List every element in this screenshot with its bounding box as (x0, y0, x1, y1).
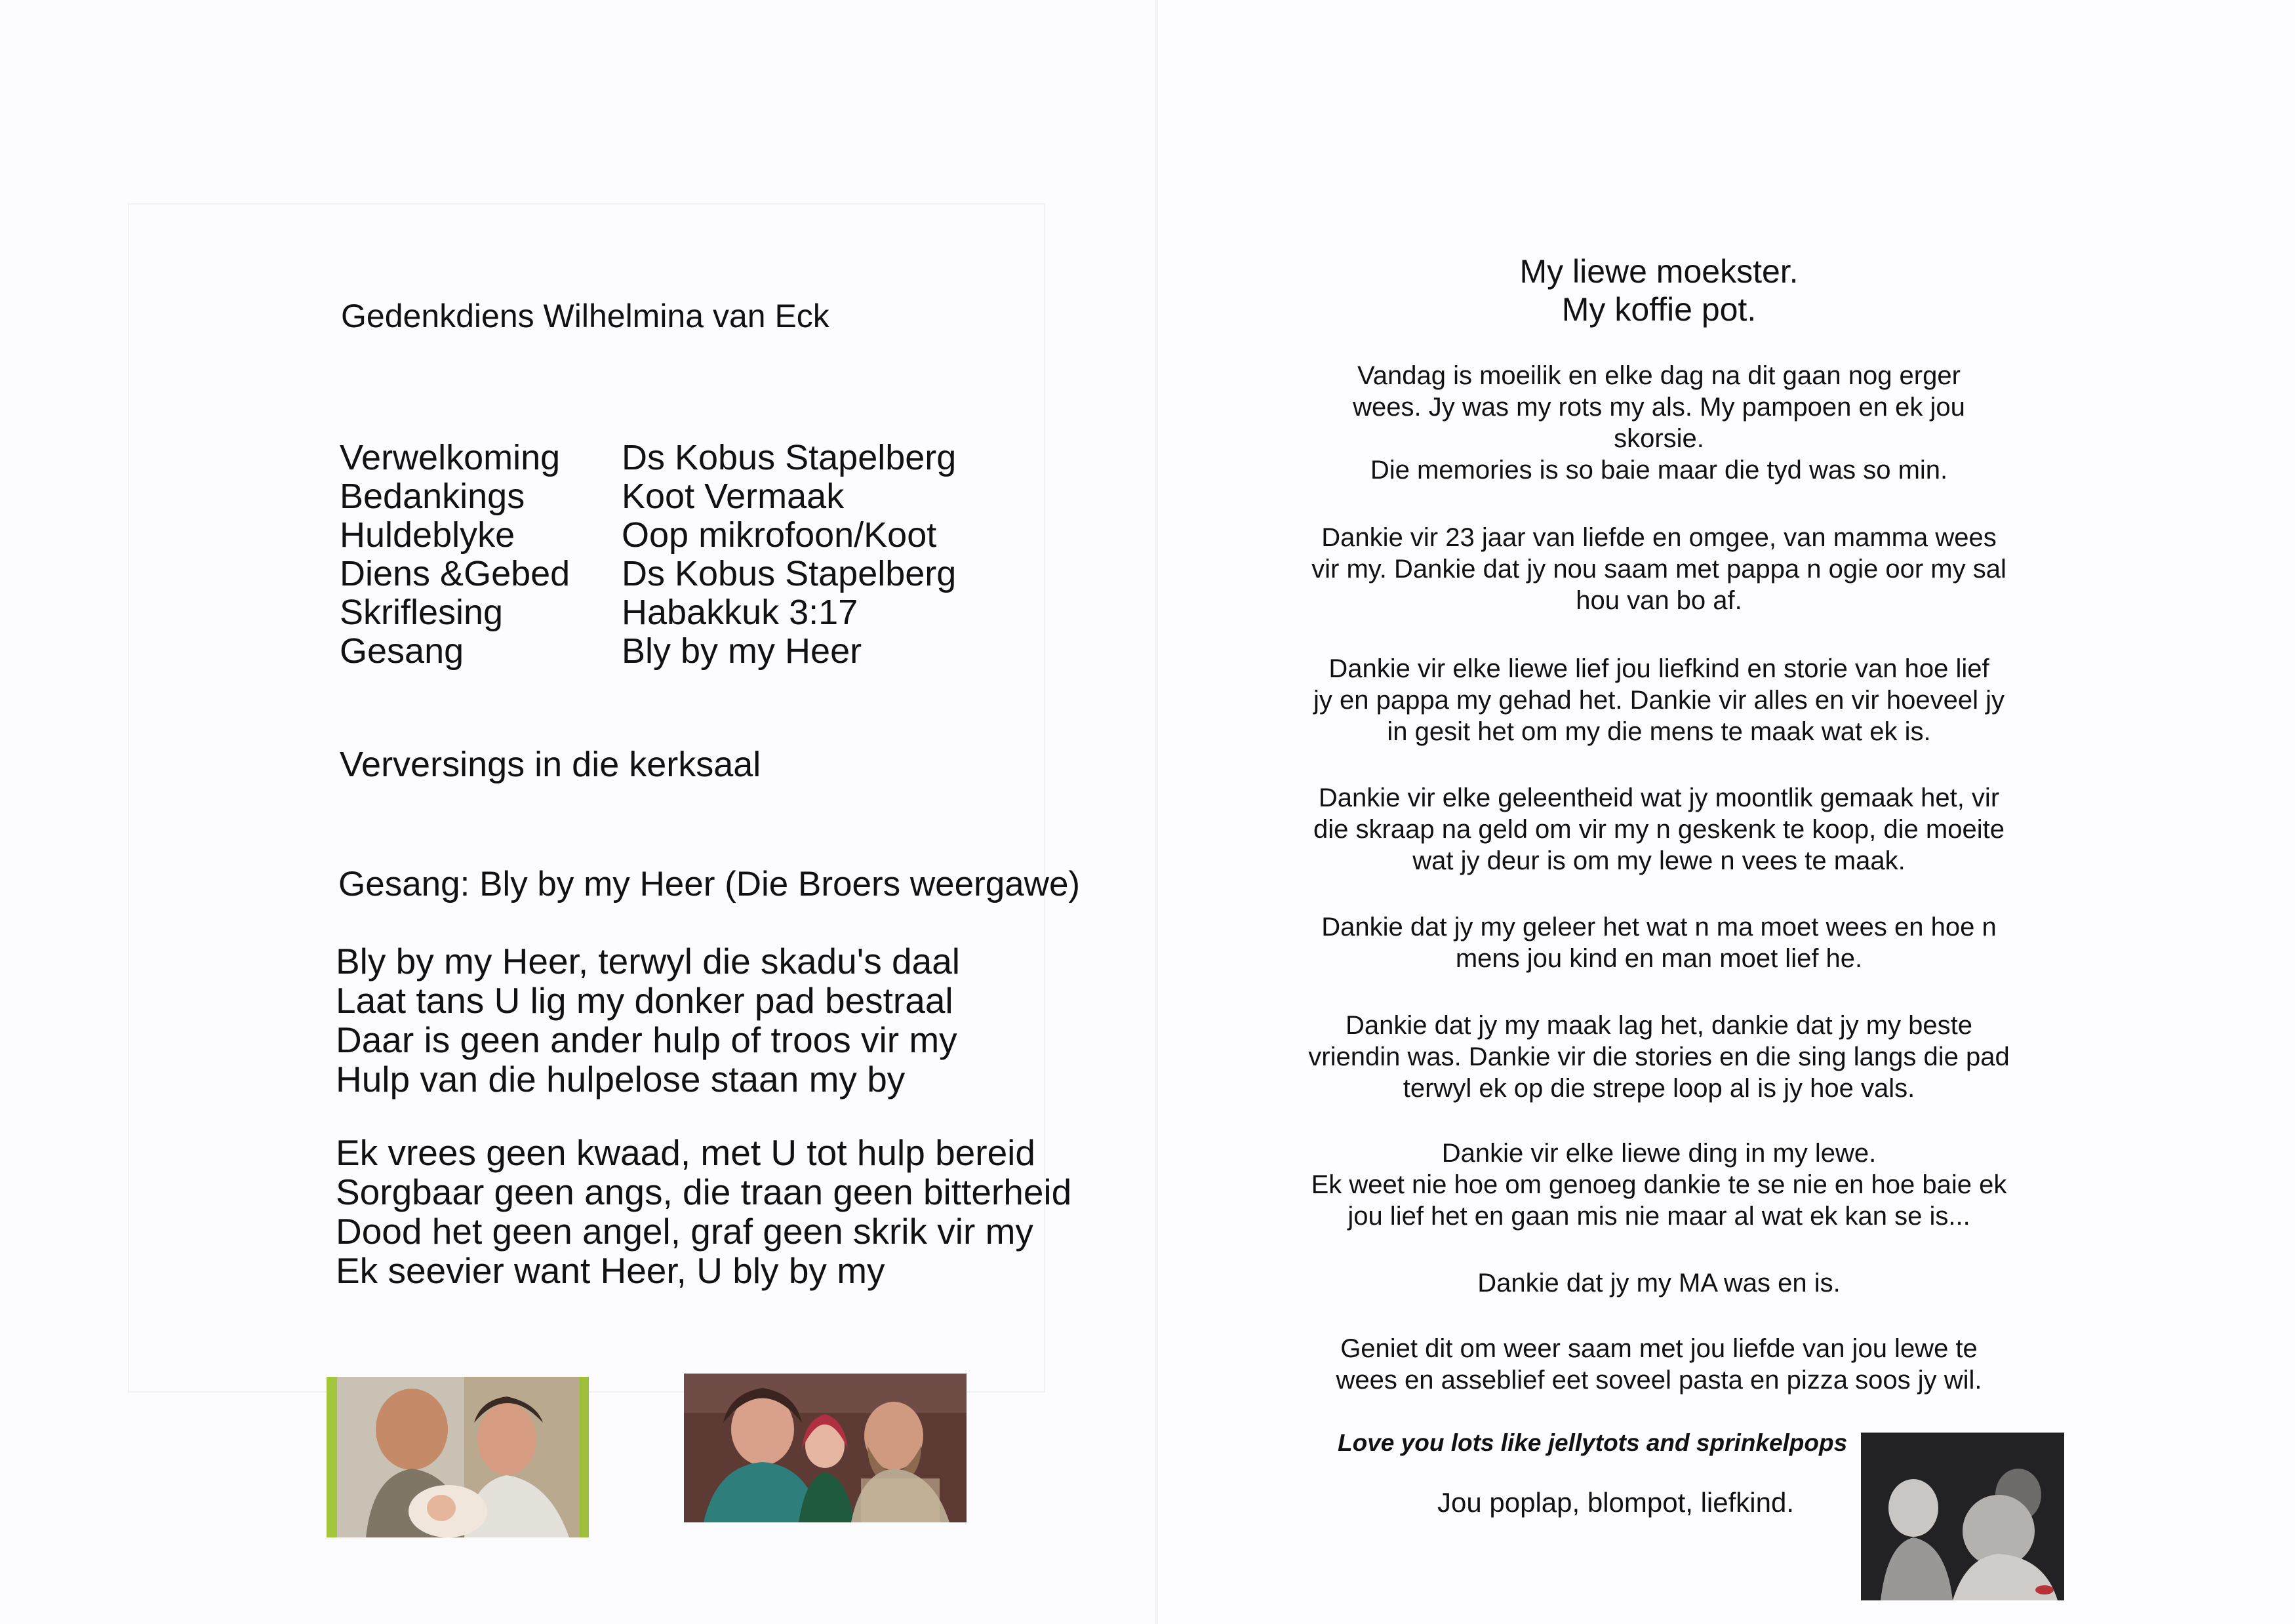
program-person: Ds Kobus Stapelberg (622, 437, 957, 477)
program-row (340, 515, 956, 554)
letter-line: Dankie vir elke liewe ding in my lewe. (1441, 1139, 1877, 1168)
letter-line: Geniet dit om weer saam met jou liefde van jou lewe te (1340, 1334, 1978, 1363)
signoff-name: Jou poplap, blompot, liefkind. (1437, 1487, 1795, 1518)
program-row (340, 593, 956, 631)
program-item: Skriflesing (340, 592, 504, 632)
letter-paragraph (1233, 522, 2085, 616)
letter-line: mens jou kind en man moet lief he. (1455, 944, 1863, 973)
letter-line: skorsie. (1614, 424, 1704, 453)
letter-line: Die memories is so baie maar die tyd was so min. (1370, 456, 1948, 485)
letter-line: Dankie vir elke geleentheid wat jy moontlik gemaak het, vir (1318, 783, 2000, 812)
refreshments-note: Verversings in die kerksaal (340, 745, 761, 784)
letter-line: vriendin was. Dankie vir die stories en die sing langs die pad (1308, 1042, 2010, 1071)
letter-line: Dankie vir elke liewe lief jou liefkind en storie van hoe lief (1328, 654, 1989, 683)
program-person: Koot Vermaak (622, 476, 845, 516)
heading-line: My koffie pot. (1561, 291, 1757, 328)
letter-heading (1233, 252, 2085, 328)
letter-paragraph (1233, 1138, 2085, 1232)
letter-paragraph (1233, 360, 2085, 486)
program-row (340, 477, 956, 515)
program-item: Gesang (340, 631, 464, 671)
letter-line: Vandag is moeilik en elke dag na dit gaan nog erger (1357, 361, 1961, 390)
letter-line: wees. Jy was my rots my als. My pampoen en ek jou (1353, 393, 1965, 422)
letter-line: terwyl ek op die strepe loop al is jy hoe vals. (1403, 1074, 1915, 1103)
verse-line: Ek seevier want Heer, U bly by my (336, 1250, 885, 1291)
letter-line: die skraap na geld om vir my n geskenk te koop, die moeite (1313, 815, 2005, 844)
letter-line: hou van bo af. (1576, 586, 1742, 615)
hymn-title: Gesang: Bly by my Heer (Die Broers weergawe) (338, 865, 1081, 903)
letter-line: wat jy deur is om my lewe n vees te maak. (1412, 846, 1906, 875)
letter-line: Dankie dat jy my geleer het wat n ma moet wees en hoe n (1321, 913, 1997, 941)
letter-line: Ek weet nie hoe om genoeg dankie te se nie en hoe baie ek (1311, 1170, 2007, 1199)
heading-line: My liewe moekster. (1519, 253, 1799, 290)
letter-line: Dankie dat jy my maak lag het, dankie dat jy my beste (1345, 1011, 1972, 1040)
verse-line: Bly by my Heer, terwyl die skadu's daal (336, 941, 960, 981)
letter-paragraph (1233, 782, 2085, 877)
letter-line: vir my. Dankie dat jy nou saam met pappa n ogie oor my sal (1311, 555, 2006, 584)
program-row (340, 554, 956, 593)
verse-line: Ek vrees geen kwaad, met U tot hulp bereid (336, 1132, 1035, 1173)
letter-paragraph (1233, 1010, 2085, 1104)
family-photo-child (684, 1374, 967, 1522)
program-row (340, 438, 956, 477)
letter-line: jou lief het en gaan mis nie maar al wat ek kan se is... (1347, 1202, 1970, 1231)
program-person: Habakkuk 3:17 (622, 592, 858, 632)
letter-paragraph (1233, 1267, 2085, 1299)
program-person: Oop mikrofoon/Koot (622, 515, 937, 555)
program-person: Bly by my Heer (622, 631, 862, 671)
program-row (340, 631, 956, 670)
verse-line: Sorgbaar geen angs, die traan geen bitterheid (336, 1172, 1072, 1212)
letter-line: Dankie dat jy my MA was en is. (1477, 1269, 1841, 1297)
verse-line: Dood het geen angel, graf geen skrik vir my (336, 1211, 1033, 1252)
letter-line: jy en pappa my gehad het. Dankie vir alles en vir hoeveel jy (1313, 686, 2005, 715)
letter-line: Dankie vir 23 jaar van liefde en omgee, van mamma wees (1321, 523, 1997, 552)
letter-paragraph (1233, 653, 2085, 747)
program-item: Diens &Gebed (340, 553, 570, 593)
program-item: Huldeblyke (340, 515, 515, 555)
letter-line: in gesit het om my die mens te maak wat ek is. (1387, 717, 1931, 746)
letter-line: wees en asseblief eet soveel pasta en pizza soos jy wil. (1336, 1366, 1982, 1395)
verse-line: Laat tans U lig my donker pad bestraal (336, 980, 953, 1021)
program-list (340, 438, 956, 670)
verse-line: Hulp van die hulpelose staan my by (336, 1059, 906, 1099)
family-photo-dark (1861, 1433, 2064, 1600)
letter-paragraph (1233, 1333, 2085, 1396)
program-item: Bedankings (340, 476, 525, 516)
hymn-verse-1 (336, 941, 960, 1099)
signoff-italic: Love you lots like jellytots and sprinkelpops (1338, 1429, 1848, 1456)
hymn-verse-2 (336, 1133, 1071, 1290)
program-item: Verwelkoming (340, 437, 561, 477)
program-person: Ds Kobus Stapelberg (622, 553, 957, 593)
verse-line: Daar is geen ander hulp of troos vir my (336, 1020, 957, 1060)
letter-paragraph (1233, 911, 2085, 974)
service-title: Gedenkdiens Wilhelmina van Eck (341, 298, 829, 334)
family-photo-baby (327, 1377, 589, 1537)
page-fold (1155, 0, 1158, 1624)
